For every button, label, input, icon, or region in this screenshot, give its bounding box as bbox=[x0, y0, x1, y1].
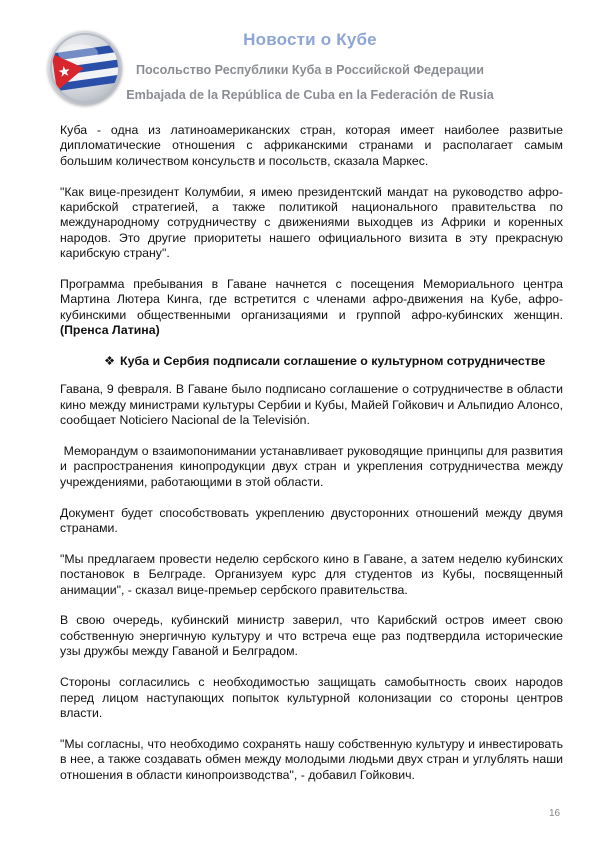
paragraph: "Мы согласны, что необходимо сохранять нашу собственную культуру и инвестировать в нее, а также создавать обмен между молодыми людьми двух стран и углублять наши отношения в области кинопроизводства", - добавил Гойкович. bbox=[60, 736, 563, 782]
page-content bbox=[60, 123, 567, 798]
paragraph: Стороны согласились с необходимостью защищать самобытность своих народов перед лицом наступающих попыток культурной колонизации со стороны центров власти. bbox=[60, 675, 563, 720]
paragraph: Куба - одна из латиноамериканских стран, которая имеет наиболее развитые дипломатические отношения с африканскими странами и располагает самым большим количеством консульств и посольств, сказала Маркес. bbox=[60, 123, 563, 168]
paragraph: Гавана, 9 февраля. В Гаване было подписано соглашение о сотрудничестве в области кино между министрами культуры Сербии и Кубы, Майей Гойкович и Альпидио Алонсо, сообщает Noticiero Nacional de la Televisión. bbox=[60, 382, 563, 428]
article-heading bbox=[60, 354, 563, 369]
paragraph-text: Программа пребывания в Гаване начнется с посещения Мемориального центра Мартина Лютера Кинга, где встретится с членами афро-движения на Кубе, афро-кубинскими общественными организациями и группой афро-кубинских женщин. bbox=[60, 277, 563, 322]
page-number: 16 bbox=[549, 808, 561, 819]
embassy-name-es: Embajada de la República de Cuba en la Federación de Rusia bbox=[126, 88, 494, 102]
source-attribution: (Пренса Латина) bbox=[60, 323, 160, 338]
paragraph bbox=[60, 277, 563, 339]
newsletter-title: Новости о Кубе bbox=[243, 30, 377, 49]
paragraph: Документ будет способствовать укреплению двусторонних отношений между двумя странами. bbox=[60, 505, 563, 536]
embassy-name-ru: Посольство Республики Куба в Российской Федерации bbox=[136, 63, 484, 77]
paragraph: В свою очередь, кубинский министр заверил, что Карибский остров имеет свою собственную энергичную культуру и что встреча еще раз подтвердила исторические узы дружбы между Гаваной и Белградом. bbox=[60, 613, 563, 659]
article-heading-text: Куба и Сербия подписали соглашение о культурном сотрудничестве bbox=[120, 354, 546, 369]
paragraph: Меморандум о взаимопонимании устанавливает руководящие принципы для развития и распространения кинопродукции двух стран и укрепления сотрудничества между учреждениями, работающими в этой области. bbox=[60, 444, 567, 489]
diamond-bullet-icon: ❖ bbox=[104, 354, 116, 369]
paragraph: "Как вице-президент Колумбии, я имею президентский мандат на руководство афро-карибской стратегией, а также политикой национального правительства по международному сотрудничеству с движениями выходцев из Африки и коренных народов. Это другие приоритеты нашего официального визита в эту прекрасную карибскую страну". bbox=[60, 184, 563, 261]
paragraph: "Мы предлагаем провести неделю сербского кино в Гаване, а затем неделю кубинских постановок в Белграде. Организуем курс для студентов из Кубы, посвященный анимации", - сказал вице-премьер сербского правительства. bbox=[60, 551, 563, 597]
page-header bbox=[0, 0, 606, 112]
